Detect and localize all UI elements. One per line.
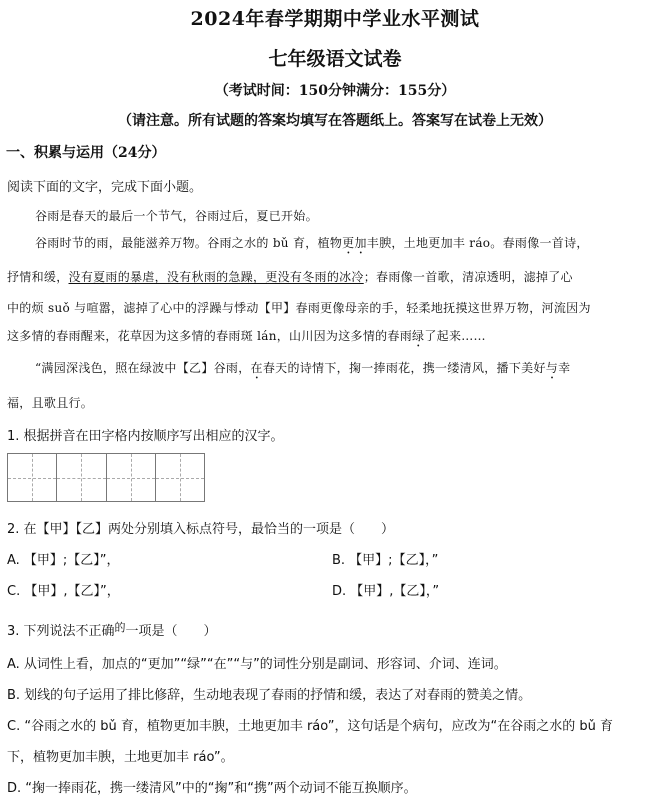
- grid-cell[interactable]: [8, 454, 57, 501]
- tianzige-answer-grid[interactable]: [7, 453, 205, 502]
- q3-text: 一项是（ ）: [125, 624, 217, 639]
- q3-superscript: 的: [114, 621, 126, 634]
- passage-text: 了起来……: [424, 329, 486, 343]
- section-heading: 一、积累与运用（24分）: [6, 145, 166, 161]
- reading-instruction: 阅读下面的文字，完成下面小题。: [7, 180, 203, 195]
- question-1: 1. 根据拼音在田字格内按顺序写出相应的汉字。: [7, 429, 284, 444]
- q2-option-d[interactable]: D. 【甲】,【乙】，”: [332, 584, 440, 599]
- passage-line-5: [7, 327, 486, 350]
- passage-text: 幸: [558, 361, 571, 375]
- q2-option-a[interactable]: A. 【甲】;【乙】”，: [7, 553, 120, 568]
- q2-option-c[interactable]: C. 【甲】,【乙】”，: [7, 584, 120, 599]
- passage-text: 谷雨时节的雨，最能滋养万物。谷雨之水的 bǔ 育，植物: [35, 236, 343, 250]
- q3-option-a[interactable]: A. 从词性上看，加点的“更加”“绿”“在”“与”的词性分别是副词、形容词、介词、连词。: [7, 657, 507, 672]
- grid-cell[interactable]: [156, 454, 204, 501]
- exam-info: （考试时间：150分钟满分：155分）: [214, 83, 456, 99]
- passage-line-4: 中的烦 suǒ 与喧嚣，滤掉了心中的浮躁与悸动【甲】春雨更像母亲的手，轻柔地抚摸这世界万物，河流因为: [7, 301, 591, 315]
- dotted-word-gengjia: 更加: [342, 236, 367, 250]
- grid-cell[interactable]: [57, 454, 106, 501]
- exam-subtitle: 七年级语文试卷: [268, 48, 402, 70]
- passage-line-7: 福，且歌且行。: [7, 396, 94, 410]
- passage-text: “满园深浅色，照在绿波中【乙】谷雨，: [35, 361, 251, 375]
- passage-text: 春天的诗情下，掬一捧雨花，携一缕清风，播下美好: [262, 361, 546, 375]
- dotted-word-zai: 在: [250, 361, 263, 375]
- passage-text: 丰腴，土地更加丰 ráo。春雨像一首诗，: [366, 236, 589, 250]
- exam-title: 2024年春学期期中学业水平测试: [190, 8, 480, 30]
- passage-line-6: [35, 359, 570, 382]
- q3-option-d[interactable]: D. “掬一捧雨花，携一缕清风”中的“掬”和“携”两个动词不能互换顺序。: [7, 781, 417, 796]
- passage-text: 抒情和缓，: [7, 270, 69, 284]
- q2-option-b[interactable]: B. 【甲】;【乙】，”: [332, 553, 439, 568]
- dotted-word-yu: 与: [545, 361, 559, 375]
- question-3: [7, 619, 217, 639]
- q3-option-b[interactable]: B. 划线的句子运用了排比修辞，生动地表现了春雨的抒情和缓，表达了对春雨的赞美之情。: [7, 688, 532, 703]
- exam-notice: （请注意。所有试题的答案均填写在答题纸上。答案写在试卷上无效）: [118, 113, 552, 129]
- q3-option-c-cont: 下，植物更加丰腴，土地更加丰 ráo”。: [7, 750, 234, 765]
- grid-cell[interactable]: [107, 454, 156, 501]
- passage-line-2: [35, 234, 589, 257]
- dotted-word-lv: 绿: [412, 329, 425, 343]
- passage-line-3: [7, 268, 573, 285]
- passage-text: ；春雨像一首歌，清凉透明，滤掉了心: [363, 270, 573, 284]
- question-2: 2. 在【甲】【乙】两处分别填入标点符号，最恰当的一项是（ ）: [7, 522, 395, 537]
- passage-line-1: 谷雨是春天的最后一个节气，谷雨过后，夏已开始。: [35, 209, 318, 223]
- q3-text: 3. 下列说法不正确: [7, 624, 115, 639]
- q3-option-c[interactable]: C. “谷雨之水的 bǔ 育，植物更加丰腴，土地更加丰 ráo”，这句话是个病句，应改为“在谷雨之水的 bǔ 育: [7, 719, 613, 734]
- underlined-sentence: 没有夏雨的暴虐，没有秋雨的急躁，更没有冬雨的冰冷: [68, 270, 364, 284]
- passage-text: 这多情的春雨醒来，花草因为这多情的春雨斑 lán，山川因为这多情的春雨: [7, 329, 413, 343]
